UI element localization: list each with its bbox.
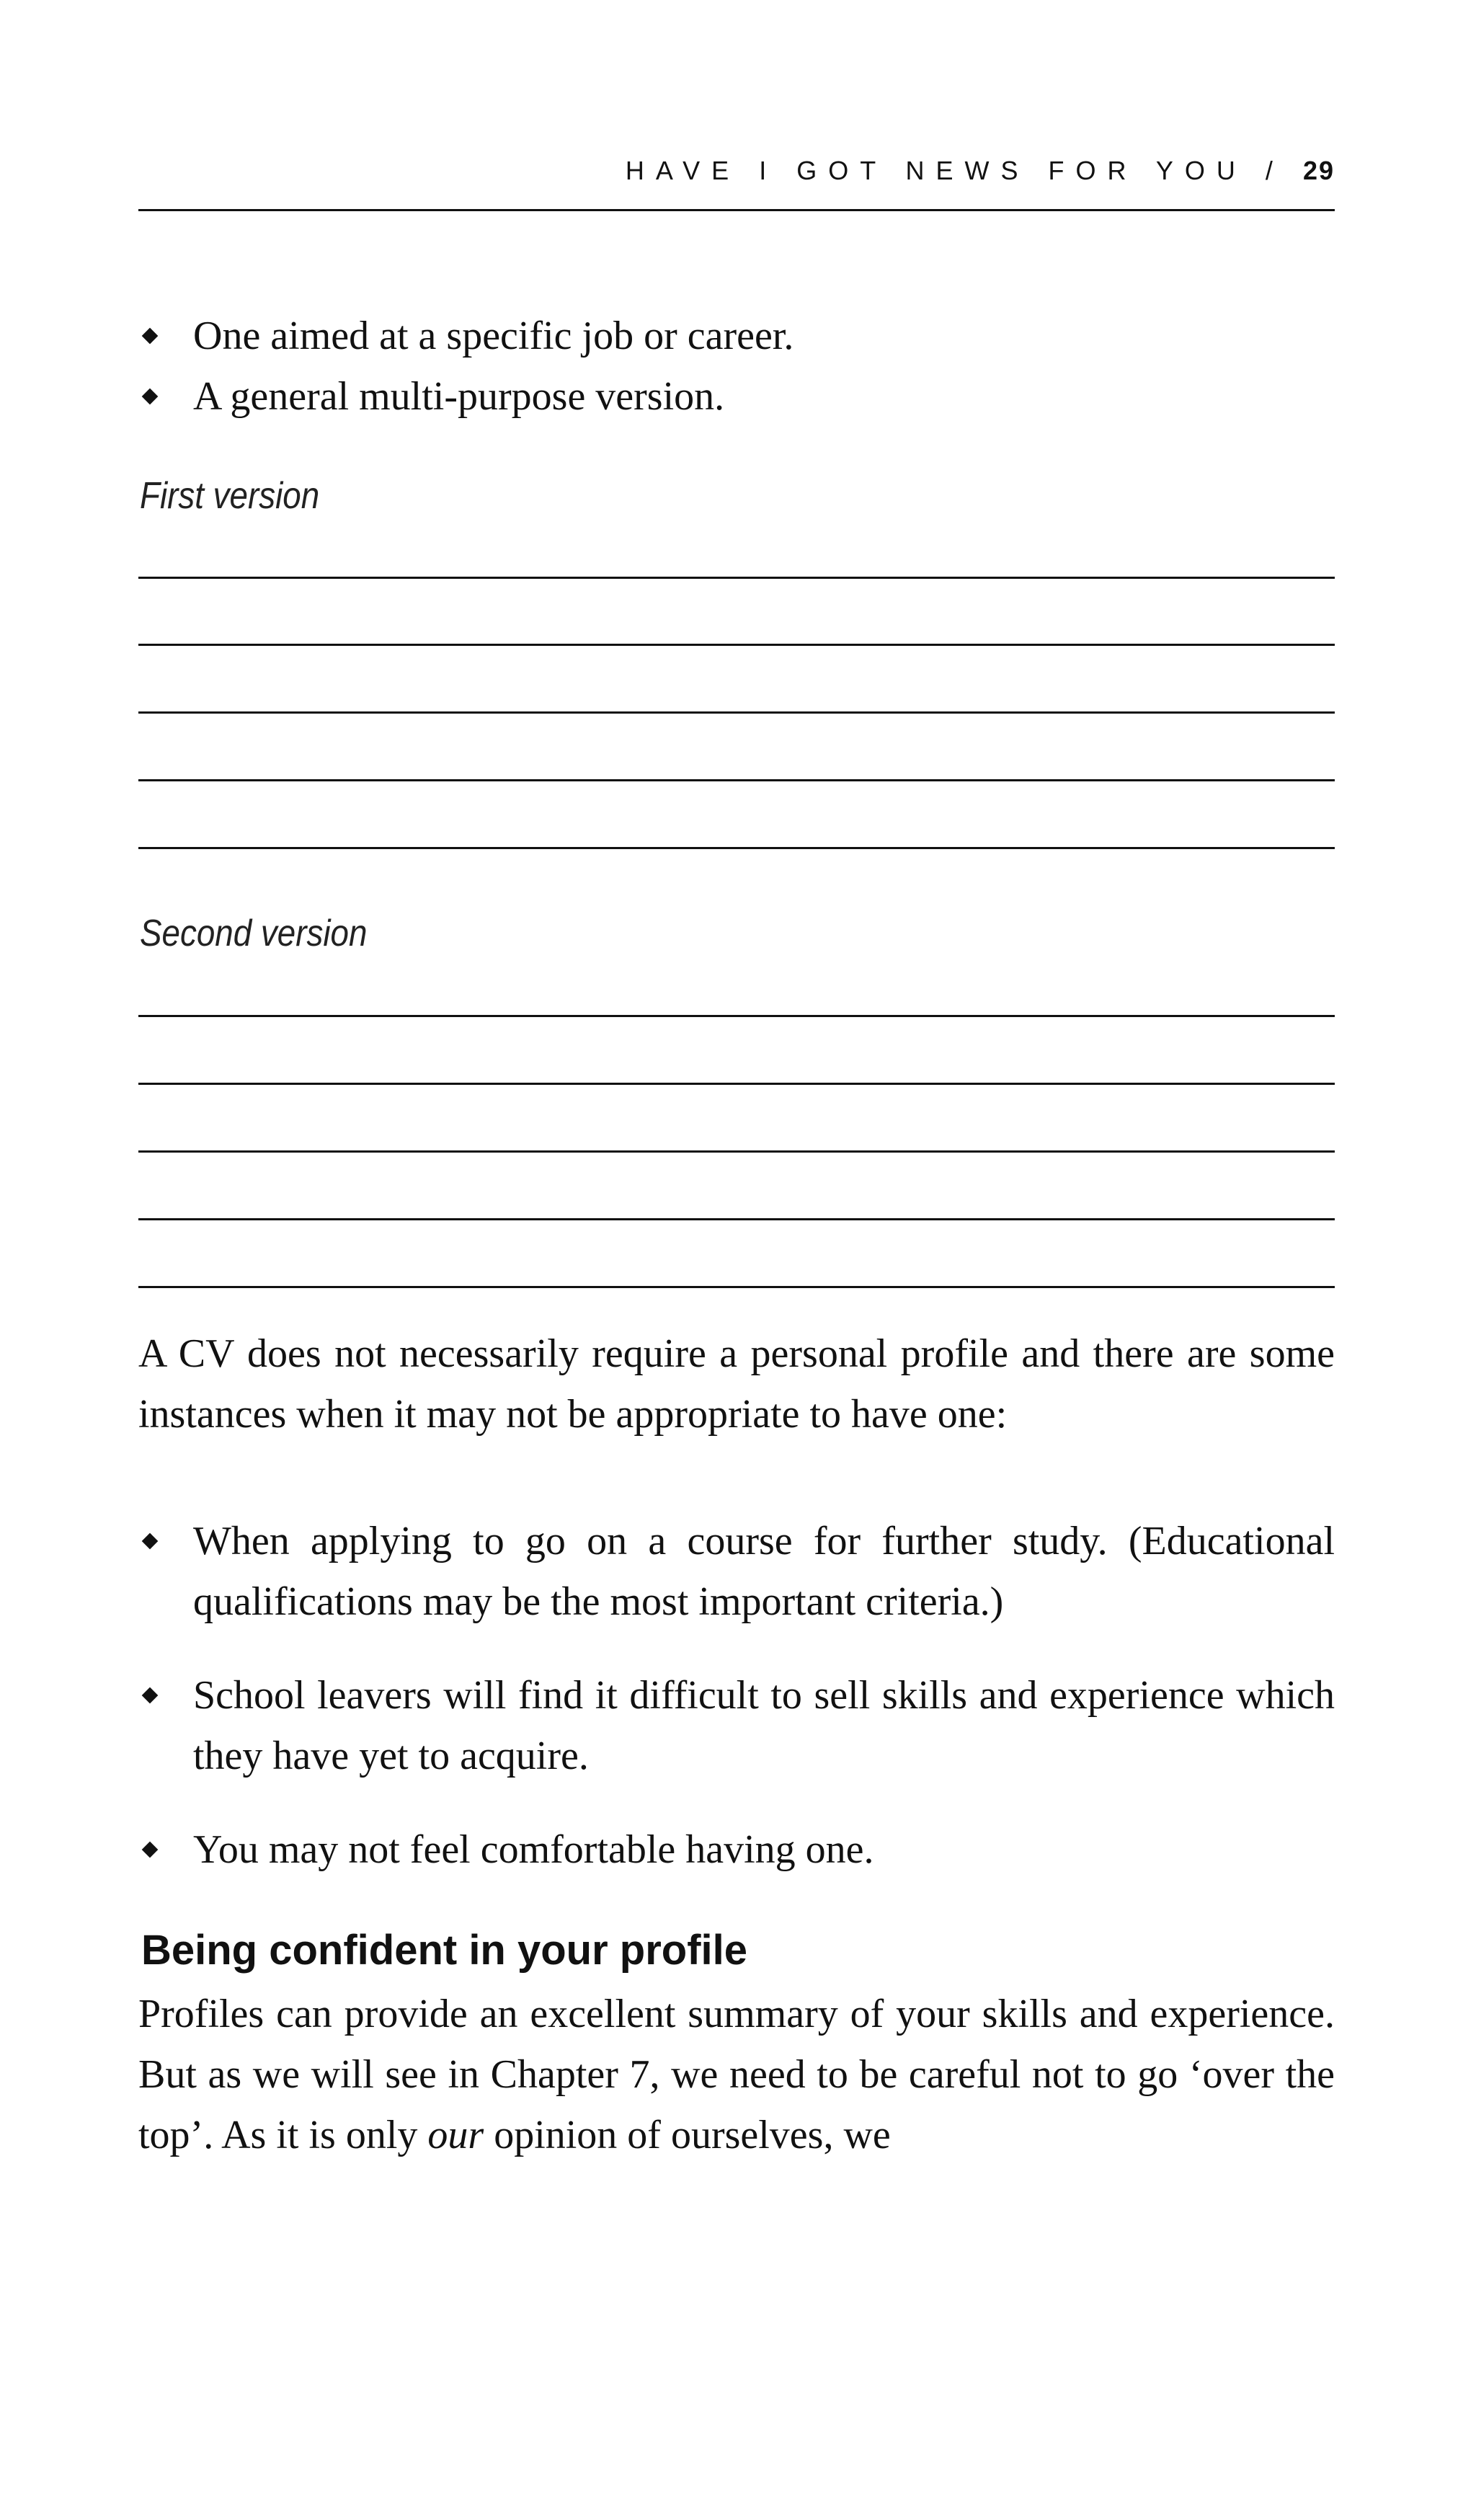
page-number: 29 bbox=[1302, 156, 1335, 185]
first-version-writing-line[interactable] bbox=[138, 644, 1335, 646]
first-version-writing-line[interactable] bbox=[138, 711, 1335, 714]
first-version-writing-line[interactable] bbox=[138, 577, 1335, 579]
second-version-writing-line[interactable] bbox=[138, 1286, 1335, 1288]
first-version-writing-line[interactable] bbox=[138, 847, 1335, 849]
list-item bbox=[138, 1511, 1335, 1632]
section-paragraph bbox=[138, 1984, 1335, 2165]
bullet-diamond-icon bbox=[142, 328, 159, 345]
list-item bbox=[138, 306, 1335, 366]
second-version-writing-line[interactable] bbox=[138, 1015, 1335, 1017]
bullet-diamond-icon bbox=[142, 1842, 159, 1858]
section-heading: Being confident in your profile bbox=[141, 1927, 747, 1974]
first-version-writing-line[interactable] bbox=[138, 779, 1335, 781]
bullet-diamond-icon bbox=[142, 1533, 159, 1550]
intro-bullet-list bbox=[138, 306, 1335, 427]
header-rule bbox=[138, 209, 1335, 211]
second-version-writing-line[interactable] bbox=[138, 1218, 1335, 1220]
second-version-writing-line[interactable] bbox=[138, 1083, 1335, 1085]
list-item-text: One aimed at a specific job or career. bbox=[193, 314, 794, 358]
section-paragraph-text-end: opinion of ourselves, we bbox=[484, 2113, 891, 2157]
bullet-diamond-icon bbox=[142, 389, 159, 405]
list-item bbox=[138, 1819, 1335, 1880]
list-item-text: School leavers will find it difficult to sell skills and experience which they have yet to acquire. bbox=[193, 1673, 1335, 1778]
section-paragraph-text: Profiles can provide an excellent summary of your skills and experience. But as we will see in Chapter 7, we need to be careful not to go ‘over the top’. As it is only bbox=[138, 1992, 1335, 2157]
second-version-label: Second version bbox=[140, 913, 368, 954]
bullet-diamond-icon bbox=[142, 1687, 159, 1704]
list-item bbox=[138, 1665, 1335, 1786]
emphasis-text: our bbox=[427, 2113, 484, 2157]
header-separator: / bbox=[1265, 156, 1284, 185]
first-version-label: First version bbox=[140, 475, 320, 517]
running-header bbox=[138, 156, 1335, 186]
reasons-bullet-list bbox=[138, 1511, 1335, 1880]
running-title: HAVE I GOT NEWS FOR YOU bbox=[625, 156, 1247, 185]
list-item-text: A general multi-purpose version. bbox=[193, 374, 725, 419]
list-item-text: When applying to go on a course for further study. (Educational qualifications may be the most important criteria.) bbox=[193, 1519, 1335, 1624]
list-item bbox=[138, 366, 1335, 427]
cv-profile-paragraph: A CV does not necessarily require a personal profile and there are some instances when it may not be appropriate to have one: bbox=[138, 1331, 1335, 1437]
list-item-text: You may not feel comfortable having one. bbox=[193, 1827, 874, 1872]
second-version-writing-line[interactable] bbox=[138, 1150, 1335, 1153]
